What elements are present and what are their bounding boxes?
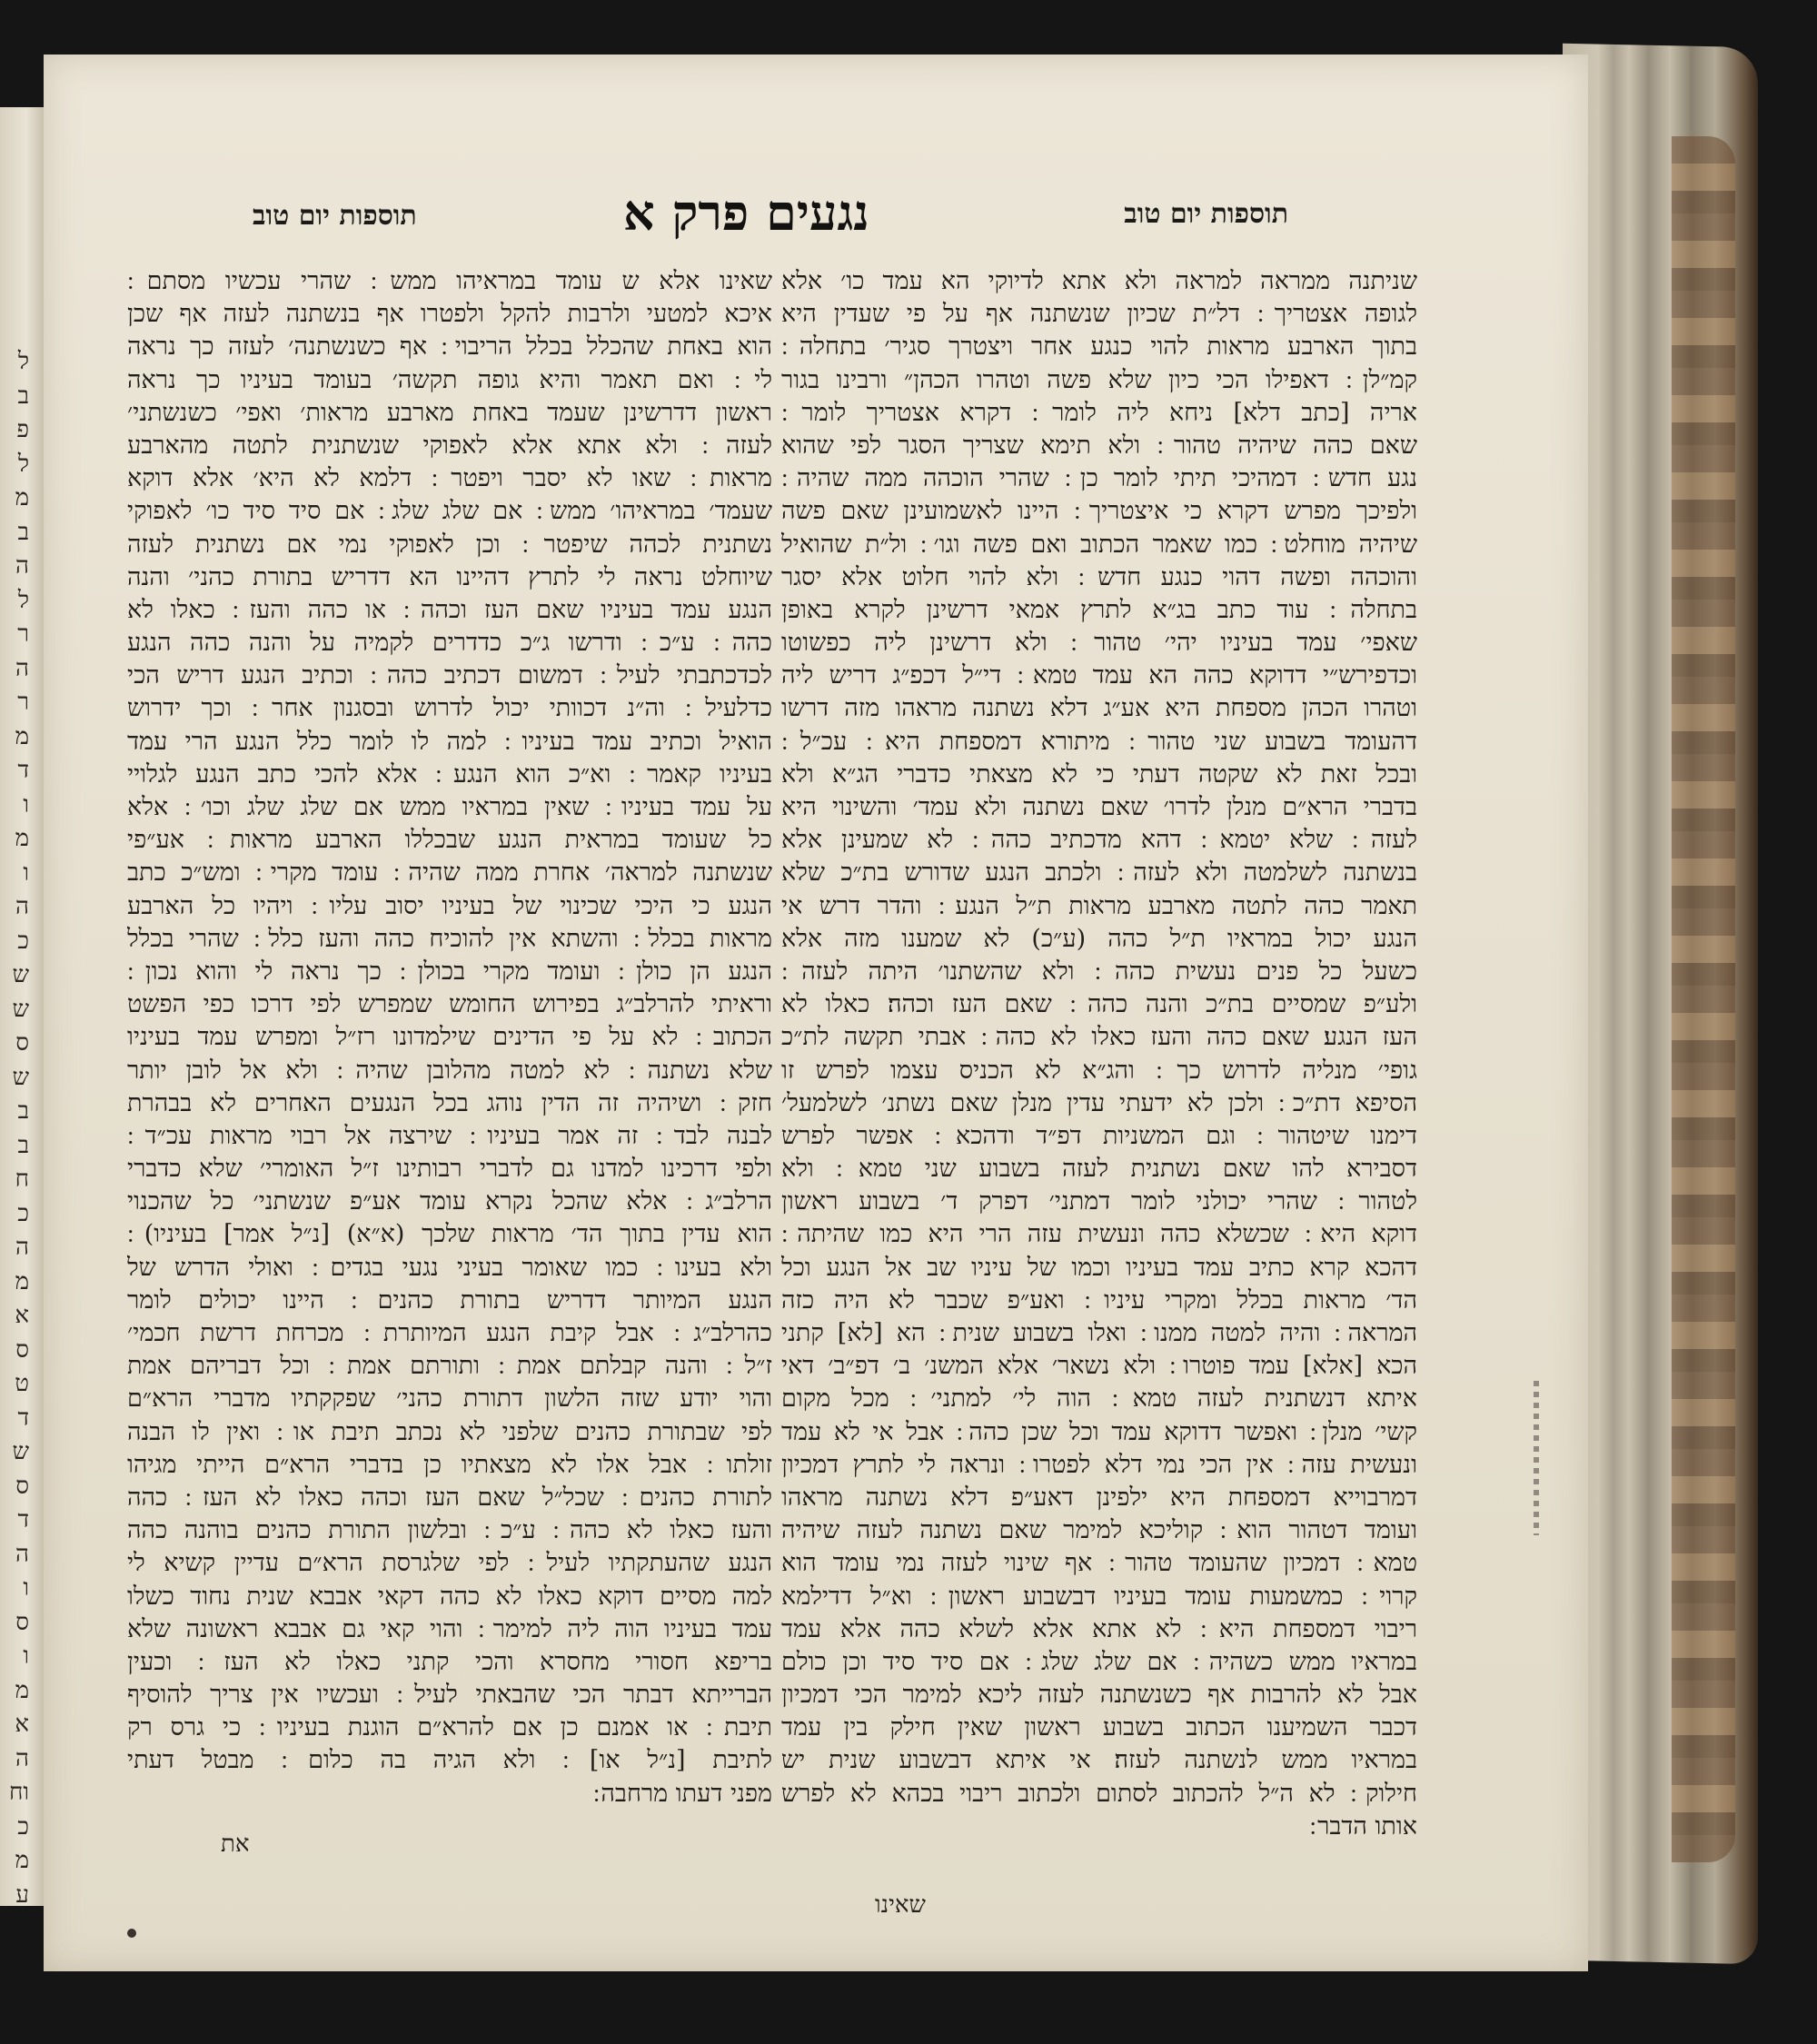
text-line: עמד בעיניו הוה ליה למימר ׃ והוי קאי גם אבבא ראשונה שלא: [127, 1614, 772, 1643]
text-line: זולתו ׃ אבל אלו לא מצאתיו כן בדברי הרא״ם הייתי מגיהו: [127, 1450, 772, 1479]
text-line: דהעומד בשבוע שני טהור ׃ מיתורא דמספחת היא ׃ עכ״ל ׃: [781, 727, 1417, 756]
text-line: שלא נשתנה ׃ לא למטה מהלובן שהיה ׃ ולא אל לובן יותר: [127, 1056, 772, 1085]
facing-page-letter: ס: [15, 1472, 29, 1500]
facing-page-letter: מ: [15, 1847, 29, 1874]
facing-page-letter: ס: [15, 1029, 29, 1057]
text-line: ריבוי דמספחת היא ׃ לא אתא אלא לשלא כהה אלא עמד: [781, 1614, 1417, 1643]
text-line: וכדפירש״י דדוקא כהה הא עמד טמא ׃ די״ל דכפ״ג דריש ליה: [781, 661, 1417, 690]
text-line: חילוק ׃ לא ה״ל להכתוב לסתום ולכתוב ריבוי בכהא לא לפרש: [781, 1779, 1417, 1808]
facing-page-letter: כ: [17, 1812, 29, 1841]
text-line: ובכל זאת לא שקטה דעתי כי לא מצאתי כדברי הג״א ולא: [781, 759, 1417, 789]
text-line: אותו הדבר ׃: [1309, 1811, 1417, 1841]
facing-page-letter: ס: [15, 1335, 29, 1364]
text-line: איתא דנשתנית לעזה טמא ׃ הוה לי׳ למתני׳ ׃ מכל מקום: [781, 1384, 1417, 1414]
facing-page-letter: ו: [23, 1642, 29, 1670]
text-line: נגע חדש ׃ דמהיכי תיתי לומר כן ׃ שהרי הוכהה ממה שהיה ׃: [781, 464, 1417, 493]
text-line: שעמד׳ במראיהו׳ ממש ׃ אם שלג שלג ׃ אם סיד סיד כו׳ לאפוקי: [127, 497, 772, 526]
text-line: לכדכתבתי לעיל ׃ דמשום דכתיב כהה ׃ וכתיב הנגע דריש הכי: [127, 661, 772, 690]
text-line: מראות ׃ שאו לא יסבר ויפטר ׃ דלמא לא היא׳ אלא דוקא: [127, 464, 772, 493]
text-line: הוא באחת שהכלל בכלל הריבוי ׃ אף כשנשתנה׳ לעזה כך נראה: [127, 332, 772, 362]
facing-page-letter: מ: [15, 722, 29, 750]
facing-page-letter: ע: [15, 1880, 29, 1909]
catchword-right: שאינו: [875, 1891, 926, 1919]
text-line: דסבירא להו שאם נשתנית לעזה בשבוע שני טמא ׃ ולא: [781, 1155, 1417, 1184]
text-line: והעז כאלו לא כהה ׃ ע״כ ׃ ובלשון התורת כהנים בוהנה כהה: [127, 1516, 772, 1545]
book-page: [44, 55, 1588, 1971]
text-line: איכא למטעי ולרבות להקל ולפטרו אף בנשתנה לעזה אף שכן: [127, 300, 772, 329]
text-line: קרוי ׃ כמשמעות עומד בעיניו דבשבוע ראשון ׃ וא״ל דדילמא: [781, 1582, 1417, 1611]
facing-page-letter: ו: [23, 1574, 29, 1602]
text-line: קשי׳ מנלן ׃ ואפשר דדוקא עמד וכל שכן כהה ׃ אבל אי לא עמד: [781, 1417, 1417, 1446]
facing-page-letter: כ: [17, 1199, 29, 1227]
facing-page-letter: מ: [15, 484, 29, 511]
facing-page-letter: ס: [15, 1608, 29, 1636]
text-line: לבנה לבד ׃ זה אמר בעיניו ׃ שירצה אל רבוי מראות עכ״ד ׃: [127, 1121, 772, 1150]
facing-page-letter: ה: [15, 893, 29, 920]
text-line: כדלעיל ׃ וה״נ דכוותי יכול לדרוש ובסגנון אחר ׃ וכך ידרוש: [127, 694, 772, 723]
facing-page-letter: ב: [17, 1131, 29, 1159]
chapter-title: נגעים פרק א: [623, 184, 869, 242]
facing-page-letter: ר: [17, 689, 29, 716]
catchword-left: את: [221, 1831, 250, 1858]
text-line: חזק ׃ ושיהיה זה הדין נוהג בכל הנגעים האחרים לא בבהרת: [127, 1088, 772, 1117]
text-line: שאם כהה שיהיה טהור ׃ ולא תימא שצריך הסגר לפי שהוא: [781, 431, 1417, 460]
facing-page-letter: ח: [15, 1166, 29, 1193]
facing-page-letter: ה: [15, 1234, 29, 1261]
text-line: כהה ׃ ע״כ ׃ ודרשו ג״כ כדדרים לקמיה על והנה כהה הנגע: [127, 629, 772, 658]
facing-page-letter: מ: [15, 825, 29, 852]
text-line: הסיפא דת״כ ׃ ולכן לא ידעתי עדין מנלן שאם נשתנ׳ לשלמעל׳: [781, 1088, 1417, 1117]
text-line: דוקא היא ׃ שכשלא כהה ונעשית עזה הרי היא כמו שהיתה ׃: [781, 1220, 1417, 1249]
text-line: שניתנה ממראה למראה ולא אתא לדיוקי הא עמד כו׳ אלא: [781, 267, 1417, 295]
facing-page-letter: ש: [12, 1438, 29, 1465]
facing-page-letter: מ: [15, 1267, 29, 1295]
text-line: לטהור ׃ שהרי יכולני לומר דמתני׳ דפרק ד׳ בשבוע ראשון: [781, 1187, 1417, 1216]
running-title-right: תוספות יום טוב: [1124, 198, 1288, 230]
text-line: לעזה ׃ ולא אתא אלא לאפוקי שנשתנית לתטה מהארבע: [127, 431, 772, 460]
text-line: ז״ל ׃ והנה קבלתם אמת ׃ ותורתם אמת ׃ וכל דבריהם אמת: [127, 1352, 772, 1381]
text-line: מראות בכלל ׃ והשתא אין להוכיח כהה והעז כלל ׃ שהרי בכלל: [127, 924, 772, 953]
text-line: למה מסיים דוקא כאלו לא כהה דקאי אבבא שנית נחוד כשלו: [127, 1582, 772, 1611]
facing-page-letter: ר: [17, 620, 29, 648]
facing-page-text: [2, 345, 29, 1912]
facing-page-letter: א: [15, 1302, 29, 1329]
facing-page-letter: ל: [17, 450, 29, 478]
text-line: לפי שבתורת כהנים שלפני לא נכתב תיבת או ׃ ואין לו הבנה: [127, 1417, 772, 1446]
text-line: ולפיכך מפרש דקרא כי איצטריך ׃ היינו לאשמועינן שאם פשה: [781, 497, 1417, 526]
text-line: הואיל וכתיב עמד בעיניו ׃ למה לו לומר כלל הנגע הרי עמד: [127, 727, 772, 756]
text-line: ונעשית עזה ׃ אין הכי נמי דלא לפטרו ׃ ונראה לי לתרץ דמכיון: [781, 1450, 1417, 1479]
text-line: בדברי הרא״ם מנלן לדרו׳ שאם נשתנה ולא עמד׳ והשינוי היא: [781, 793, 1417, 821]
facing-page-letter: א: [15, 1711, 29, 1738]
text-line: תיבת ׃ או אמנם כן אם להרא״ם הוגנת בעיניו ׃ כי גרס רק: [127, 1713, 772, 1742]
page-header: [44, 145, 1588, 242]
text-line: טמא ׃ דמכיון שהעומד טהור ׃ אף שינוי לעזה נמי עומד הוא: [781, 1549, 1417, 1578]
text-line: שאינו אלא ש עומד במראיהו ממש ׃ שהרי עכשיו מסתם ׃: [127, 267, 772, 295]
text-line: בנשתנה לשלמטה ולא לעזה ׃ ולכתב הנגע שדורש בת״כ שלא: [781, 858, 1417, 888]
text-line: בריפא חסורי מחסרא והכי קתני כאלו לא העז ׃ וכעין: [127, 1647, 772, 1676]
facing-page-letter: ה: [15, 552, 29, 580]
facing-page-letter: ו: [23, 790, 29, 819]
text-line: בתחלה ׃ עוד כתב בג״א לתרץ אמאי דרשינן לקרא באופן: [781, 595, 1417, 624]
facing-page-letter: ל: [17, 348, 29, 375]
facing-page-letter: ש: [12, 995, 29, 1023]
facing-page-letter: ה: [15, 654, 29, 682]
text-line: אריה [כתב דלא] ניחא ליה לומר ׃ דקרא אצטריך לומר ׃: [781, 398, 1417, 427]
text-line: במראיו ממש כשהיה ׃ אם שלג שלג ׃ אם סיד סיד וכן כולם: [781, 1647, 1417, 1676]
text-line: ולא בעינו ׃ כמו שאומר בעיני נגעי בגדים ׃ ואולי הדרש של: [127, 1253, 772, 1282]
text-line: בתוך הארבע מראות להוי כנגע אחר ויצטרך סגיר׳ בתחלה ׃: [781, 332, 1417, 362]
text-line: הכתוב ׃ לא על פי הדינים שילמדונו רז״ל ומפרש עמד בעיניו: [127, 1023, 772, 1052]
facing-page-letter: ה: [15, 1540, 29, 1568]
facing-page-letter: ב: [17, 1097, 29, 1125]
facing-page-letter: ש: [12, 961, 29, 988]
facing-page-letter: ב: [17, 382, 29, 410]
text-line: דכבר השמיענו הכתוב בשבוע ראשון שאין חילק בין עמד: [781, 1713, 1417, 1742]
text-line: על עמד בעיניו ׃ שאין במראיו ממש אם שלג שלג וכו׳ ׃ אלא: [127, 793, 772, 821]
facing-page-letter: ד: [17, 1506, 29, 1533]
text-line: הנגע עמד בעיניו שאם העז וכהה ׃ או כהה והעז ׃ כאלו לא: [127, 595, 772, 624]
facing-page-fragment: [0, 107, 44, 1909]
text-line: לתורת כהנים ׃ שכל״ל שאם העז וכהה כאלו לא העז ׃ כהה: [127, 1483, 772, 1512]
text-line: הנגע כי היכי שכינוי של בעיניו יסוב עליו ׃ ויהיו כל הארבע: [127, 891, 772, 920]
text-line: ולע״פ שמסיים בת״כ והנה כהה ׃ שאם העז וכהה׃ כאלו לא: [781, 990, 1417, 1019]
text-line: כשעל כל פנים נעשית כהה ׃ ולא שהשתנו׳ היתה לעזה ׃: [781, 957, 1417, 986]
text-line: שיהיה מוחלט ׃ כמו שאמר הכתוב ואם פשה וגו׳ ׃ ול״ת שהואיל: [781, 530, 1417, 559]
running-title-left: תוספות יום טוב: [253, 200, 417, 232]
text-line: לעזה ׃ שלא יטמא ׃ דהא מדכתיב כהה ׃ לא שמעינן אלא: [781, 826, 1417, 855]
text-line: הברייתא דבתר הכי שהבאתי לעיל ׃ ועכשיו אין צריך להוסיף: [127, 1681, 772, 1710]
facing-page-letter: ה: [15, 1744, 29, 1772]
text-line: הוא עדין בתוך הד׳ מראות שלכך (א״א) [נ״ל אמר] בעיניו) ׃: [127, 1220, 772, 1249]
facing-page-letter: ש: [12, 1063, 29, 1091]
text-line: שאפי׳ עמד בעיניו יהי׳ טהור ׃ ולא דרשינן ליה כפשוטו: [781, 629, 1417, 658]
text-line: אבל לא להרבות אף כשנשתנה לעזה ליכא למימר הכי דמכיון: [781, 1681, 1417, 1710]
facing-page-letter: מ: [15, 1676, 29, 1704]
text-line: דמרבוייא דמספחת היא ילפינן דאע״פ דלא נשתנה מראהו: [781, 1483, 1417, 1512]
text-line: לי ׃ ואם תאמר והיא גופה תקשה׳ בעומד בעיניו כך נראה: [127, 365, 772, 394]
text-line: נשתנית לכהה שיפטר ׃ וכן לאפוקי נמי אם נשתנית לעזה: [127, 530, 772, 559]
text-line: לגופה אצטריך ׃ דל״ת שכיון שנשתנה אף על פי שעדין היא: [781, 300, 1417, 329]
text-line: המראה ׃ והיה למטה ממנו ׃ ואלו בשבוע שנית ׃ הא [לא] קתני: [781, 1319, 1417, 1347]
facing-page-letter: כ: [17, 927, 29, 955]
facing-page-letter: ד: [17, 1404, 29, 1432]
facing-page-letter: ד: [17, 757, 29, 784]
text-column-left: [127, 265, 772, 1811]
text-line: הד׳ מראות בכלל ומקרי עיניו ׃ ואע״פ שכבר לא היה כזה: [781, 1285, 1417, 1315]
text-line: הנגע הן כולן ׃ ועומד מקרי בכולן ׃ כך נראה לי והוא נכון ׃: [127, 957, 772, 986]
text-line: הנגע יכול במראיו ת״ל כהה (ע״כ) לא שמענו מזה אלא: [781, 924, 1417, 953]
text-line: מפני דעתו מרחבה ׃: [592, 1779, 772, 1808]
text-line: שנשתנה למראה׳ אחרת ממה שהיה ׃ עומד מקרי ׃ ומש״כ כתב: [127, 858, 772, 888]
text-line: גופי׳ מנליה לדרוש כך ׃ והג״א לא הכניס עצמו לפרש זו: [781, 1056, 1417, 1085]
facing-page-letter: ט: [15, 1370, 29, 1397]
text-line: ראשון דדרשינן שעמד באחת מארבע מראות׳ ואפי׳ כשנשתני׳: [127, 398, 772, 427]
text-line: והוי יודע שזה הלשון דתורת כהני׳ שפקקתיו מדברי הרא״ם: [127, 1384, 772, 1414]
facing-page-letter: וח: [8, 1779, 29, 1806]
facing-page-letter: ל: [17, 586, 29, 614]
text-line: תאמר כהה לתטה מארבע מראות ת״ל הנגע ׃ והדר דרש אי: [781, 891, 1417, 920]
text-line: וראיתי להרלב״ג בפירוש החומש שמפרש לפי דרכו כפי הפשט: [127, 990, 772, 1019]
ink-dot: [127, 1929, 136, 1938]
text-line: כהרלב״ג ׃ אבל קיבת הנגע המיותרת ׃ מכרחת דרשת חכמי׳: [127, 1319, 772, 1347]
text-line: הכא [אלא] עמד פוטרו ׃ ולא נשאר׳ אלא המשנ׳ ב׳ דפ״ב׳ דאי: [781, 1352, 1417, 1381]
text-line: במראיו ממש לנשתנה לעזה׃ אי איתא דבשבוע שנית יש: [781, 1746, 1417, 1775]
text-line: דהכא קרא כתיב עמד בעיניו וכמו של עיניו שב אל הנגע וכל: [781, 1253, 1417, 1282]
text-line: שיוחלט נראה לי לתרץ דהיינו הא דדריש בתורת כהני׳ והנה: [127, 562, 772, 591]
text-line: הנגע המיותר דדריש בתורת כהנים ׃ היינו יכולים לומר: [127, 1285, 772, 1315]
text-line: הנגע שהעתקתיו לעיל ׃ לפי שלגרסת הרא״ם עדיין קשיא לי: [127, 1549, 772, 1578]
text-column-right: [781, 265, 1417, 1843]
margin-pencil-mark: [1534, 1381, 1539, 1535]
text-line: קמ״לן ׃ דאפילו הכי כיון שלא פשה וטהרו הכהן״ ורבינו בגור: [781, 365, 1417, 394]
text-line: והוכהה ופשה דהוי כנגע חדש ׃ ולא להוי חלוט אלא יסגר: [781, 562, 1417, 591]
text-line: דימנו שיטהור ׃ וגם המשניות דפ״ד ודהכא ׃ אפשר לפרש: [781, 1121, 1417, 1150]
facing-page-letter: פ: [16, 416, 29, 443]
text-line: בעיניו קאמר ׃ וא״כ הוא הנגע ׃ אלא להכי כתב הנגע לגלויי: [127, 759, 772, 789]
facing-page-letter: ו: [23, 858, 29, 887]
text-line: כל שעומד במראית הנגע שבכללו הארבע מראות ׃ אע״פי: [127, 826, 772, 855]
text-line: הרלב״ג ׃ אלא שהכל נקרא עומד אע״פ שנשתני׳ כל שהכנוי: [127, 1187, 772, 1216]
text-line: ולפי דרכינו למדנו גם לדברי רבותינו ז״ל האומרי׳ שלא כדברי: [127, 1155, 772, 1184]
text-line: לתיבת [נ״ל או] ׃ ולא הגיה בה כלום ׃ מבטל דעתי: [127, 1746, 772, 1775]
facing-page-letter: ב: [17, 518, 29, 546]
text-line: העז הנגע׃ שאם כהה והעז כאלו לא כהה ׃ אבתי תקשה לת״כ: [781, 1023, 1417, 1052]
text-line: ועומד דטהור הוא ׃ קוליכא למימר שאם נשתנה לעזה שיהיה: [781, 1516, 1417, 1545]
text-line: וטהרו הכהן מספחת היא אע״ג דלא נשתנה מראהו מזה דרשו: [781, 694, 1417, 723]
fore-edge-stain: [1672, 136, 1735, 1862]
